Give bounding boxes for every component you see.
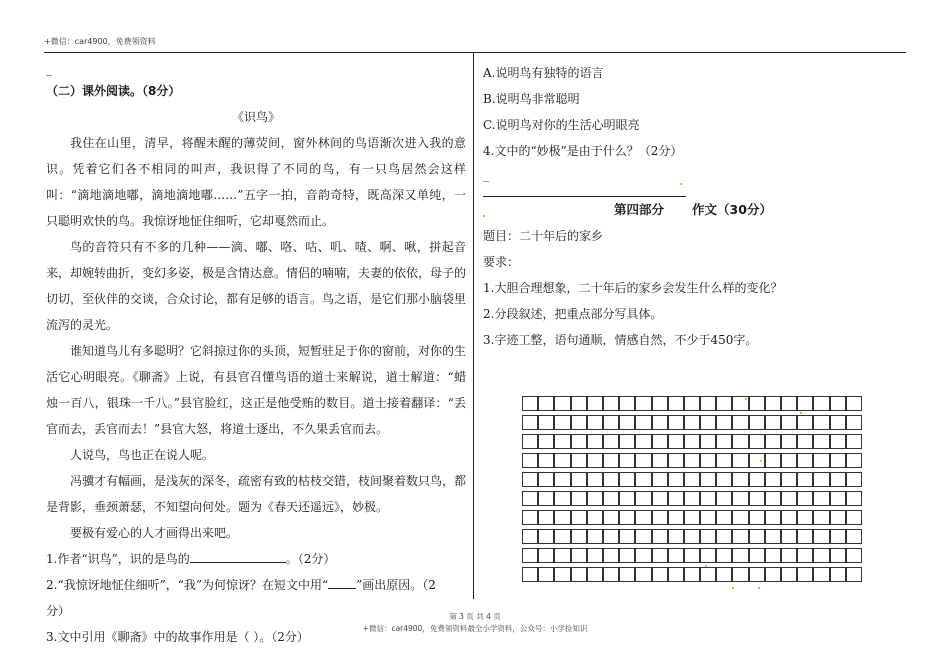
requirement-2: 2.分段叙述，把重点部分写具体。: [483, 307, 663, 321]
page-number: 第 3 页 共 4 页: [449, 612, 501, 621]
grid-cell[interactable]: [652, 434, 668, 449]
grid-cell[interactable]: [619, 548, 635, 563]
grid-cell[interactable]: [732, 567, 748, 582]
grid-cell[interactable]: [619, 472, 635, 487]
question-2-line-mark: [328, 574, 356, 589]
grid-cell[interactable]: [635, 491, 651, 506]
grid-cell[interactable]: [668, 548, 684, 563]
grid-cell[interactable]: [603, 396, 619, 411]
grid-cell[interactable]: [846, 415, 862, 430]
grid-cell[interactable]: [749, 510, 765, 525]
grid-cell[interactable]: [813, 491, 829, 506]
grid-cell[interactable]: [652, 472, 668, 487]
scan-speck: [483, 215, 485, 217]
grid-cell[interactable]: [797, 453, 813, 468]
grid-cell[interactable]: [749, 548, 765, 563]
grid-cell[interactable]: [765, 415, 781, 430]
grid-cell[interactable]: [619, 567, 635, 582]
grid-cell[interactable]: [571, 548, 587, 563]
grid-cell[interactable]: [684, 567, 700, 582]
grid-cell[interactable]: [538, 510, 554, 525]
grid-cell[interactable]: [571, 472, 587, 487]
grid-cell[interactable]: [538, 529, 554, 544]
grid-cell[interactable]: [846, 548, 862, 563]
grid-cell[interactable]: [846, 453, 862, 468]
grid-cell[interactable]: [797, 472, 813, 487]
grid-cell[interactable]: [684, 434, 700, 449]
grid-cell[interactable]: [571, 567, 587, 582]
grid-cell[interactable]: [781, 510, 797, 525]
grid-cell[interactable]: [587, 491, 603, 506]
grid-cell[interactable]: [716, 510, 732, 525]
scan-speck: [732, 587, 734, 589]
grid-cell[interactable]: [652, 567, 668, 582]
grid-cell[interactable]: [781, 453, 797, 468]
grid-cell[interactable]: [830, 415, 846, 430]
grid-cell[interactable]: [765, 434, 781, 449]
grid-cell[interactable]: [797, 548, 813, 563]
writing-grid[interactable]: [522, 396, 862, 582]
question-2-continued: 分）: [46, 604, 71, 618]
grid-cell[interactable]: [554, 396, 570, 411]
grid-cell[interactable]: [652, 548, 668, 563]
grid-cell[interactable]: [522, 472, 538, 487]
grid-cell[interactable]: [797, 567, 813, 582]
grid-cell[interactable]: [813, 529, 829, 544]
grid-cell[interactable]: [749, 529, 765, 544]
grid-cell[interactable]: [587, 510, 603, 525]
grid-cell[interactable]: [603, 510, 619, 525]
grid-cell[interactable]: [749, 434, 765, 449]
grid-cell[interactable]: [522, 491, 538, 506]
grid-cell[interactable]: [684, 529, 700, 544]
option-a: A.说明鸟有独特的语言: [483, 66, 604, 80]
grid-cell[interactable]: [700, 434, 716, 449]
grid-cell[interactable]: [635, 472, 651, 487]
grid-cell[interactable]: [522, 548, 538, 563]
grid-cell[interactable]: [732, 491, 748, 506]
grid-cell[interactable]: [813, 434, 829, 449]
grid-cell[interactable]: [716, 491, 732, 506]
grid-cell[interactable]: [571, 434, 587, 449]
grid-cell[interactable]: [571, 453, 587, 468]
grid-cell[interactable]: [749, 472, 765, 487]
grid-cell[interactable]: [684, 548, 700, 563]
grid-cell[interactable]: [797, 529, 813, 544]
grid-cell[interactable]: [700, 548, 716, 563]
grid-cell[interactable]: [765, 567, 781, 582]
grid-cell[interactable]: [781, 396, 797, 411]
grid-cell[interactable]: [571, 396, 587, 411]
grid-cell[interactable]: [538, 491, 554, 506]
requirement-1: 1.大胆合理想象，二十年后的家乡会发生什么样的变化？: [483, 281, 783, 295]
grid-cell[interactable]: [797, 396, 813, 411]
column-divider: [473, 53, 474, 599]
grid-cell[interactable]: [813, 510, 829, 525]
grid-cell[interactable]: [554, 529, 570, 544]
grid-cell[interactable]: [603, 472, 619, 487]
grid-cell[interactable]: [668, 510, 684, 525]
grid-cell[interactable]: [652, 529, 668, 544]
grid-cell[interactable]: [716, 396, 732, 411]
grid-cell[interactable]: [668, 529, 684, 544]
grid-cell[interactable]: [781, 491, 797, 506]
grid-cell[interactable]: [587, 472, 603, 487]
grid-cell[interactable]: [684, 510, 700, 525]
section-title: （二）课外阅读。（8分）: [46, 84, 181, 98]
grid-cell[interactable]: [765, 510, 781, 525]
grid-cell[interactable]: [781, 434, 797, 449]
grid-cell[interactable]: [830, 529, 846, 544]
grid-cell[interactable]: [635, 567, 651, 582]
grid-cell[interactable]: [571, 415, 587, 430]
grid-cell[interactable]: [587, 567, 603, 582]
grid-cell[interactable]: [716, 453, 732, 468]
part-four-title: [483, 197, 903, 223]
grid-cell[interactable]: [587, 453, 603, 468]
grid-cell[interactable]: [797, 434, 813, 449]
grid-cell[interactable]: [652, 396, 668, 411]
grid-cell[interactable]: [554, 472, 570, 487]
scan-speck: [680, 183, 682, 185]
grid-cell[interactable]: [619, 434, 635, 449]
grid-cell[interactable]: [668, 434, 684, 449]
grid-cell[interactable]: [830, 396, 846, 411]
grid-cell[interactable]: [587, 396, 603, 411]
requirements-label: 要求：: [483, 255, 520, 269]
grid-cell[interactable]: [635, 529, 651, 544]
grid-cell[interactable]: [813, 548, 829, 563]
grid-cell[interactable]: [797, 510, 813, 525]
grid-cell[interactable]: [603, 491, 619, 506]
grid-cell[interactable]: [684, 396, 700, 411]
grid-cell[interactable]: [700, 415, 716, 430]
grid-cell[interactable]: [522, 510, 538, 525]
grid-cell[interactable]: [813, 567, 829, 582]
scan-speck: [800, 412, 802, 414]
grid-cell[interactable]: [603, 567, 619, 582]
question-1-answer-blank[interactable]: [190, 548, 286, 563]
grid-cell[interactable]: [732, 434, 748, 449]
grid-cell[interactable]: [554, 434, 570, 449]
grid-cell[interactable]: [635, 434, 651, 449]
grid-cell[interactable]: [538, 567, 554, 582]
right-dash: _: [483, 168, 489, 182]
grid-cell[interactable]: [571, 510, 587, 525]
grid-cell[interactable]: [846, 529, 862, 544]
question-4: 4.文中的“妙极”是由于什么？（2分）: [483, 144, 683, 158]
grid-cell[interactable]: [781, 529, 797, 544]
question-3: 3.文中引用《聊斋》中的故事作用是（ ）。（2分）: [46, 630, 309, 644]
grid-cell[interactable]: [554, 548, 570, 563]
grid-cell[interactable]: [603, 434, 619, 449]
grid-cell[interactable]: [732, 415, 748, 430]
grid-cell[interactable]: [571, 491, 587, 506]
question-1-suffix: 。（2分）: [285, 552, 336, 566]
grid-cell[interactable]: [700, 567, 716, 582]
option-b: B.说明鸟非常聪明: [483, 92, 580, 106]
grid-cell[interactable]: [522, 415, 538, 430]
header-note: +微信：car4900，免费领资料: [44, 37, 156, 46]
grid-cell[interactable]: [522, 453, 538, 468]
article-paragraph-2: 鸟的音符只有不多的几种——滴、嘟、咯、咕、叽、喳、啊、啾，拼起音来，却婉转曲折，变幻多姿，极是含情达意。情侣的喃喃，夫妻的依依，母子的切切，至伙伴的交谈，合众讨论，都有足够的语言。鸟之语，是它们那小脑袋里流泻的灵光。: [46, 240, 467, 332]
grid-cell[interactable]: [684, 472, 700, 487]
grid-cell[interactable]: [554, 510, 570, 525]
grid-cell[interactable]: [749, 415, 765, 430]
grid-cell[interactable]: [797, 491, 813, 506]
question-1-prefix: 1.作者“识鸟”，识的是鸟的: [46, 552, 190, 566]
grid-cell[interactable]: [716, 567, 732, 582]
grid-cell[interactable]: [700, 453, 716, 468]
grid-cell[interactable]: [668, 415, 684, 430]
grid-cell[interactable]: [603, 415, 619, 430]
article-paragraph-3: 谁知道鸟儿有多聪明？它斜掠过你的头顶，短暂驻足于你的窗前，对你的生活它心明眼亮。《聊斋》上说，有县官召懂鸟语的道士来解说，道士解道：“蜡烛一百八，银珠一千八。”县官脸红，这正是他受贿的数目。道士接着翻译：“丢官而去，丢官而去！”县官大怒，将道士逐出，不久果丢官而去。: [46, 344, 467, 436]
grid-cell[interactable]: [732, 510, 748, 525]
grid-cell[interactable]: [765, 529, 781, 544]
grid-cell[interactable]: [765, 491, 781, 506]
grid-cell[interactable]: [781, 472, 797, 487]
grid-cell[interactable]: [732, 548, 748, 563]
grid-cell[interactable]: [765, 396, 781, 411]
scan-speck: [760, 460, 762, 462]
grid-cell[interactable]: [781, 567, 797, 582]
grid-cell[interactable]: [668, 472, 684, 487]
grid-cell[interactable]: [603, 548, 619, 563]
grid-cell[interactable]: [846, 396, 862, 411]
grid-cell[interactable]: [765, 472, 781, 487]
footer-note: +微信：car4900，免费领资料最全小学资料，公众号：小学捡知识: [362, 624, 588, 633]
grid-cell[interactable]: [830, 510, 846, 525]
grid-cell[interactable]: [749, 396, 765, 411]
part-four-name: 作文（30分）: [692, 202, 772, 217]
essay-topic: 题目：二十年后的家乡: [483, 229, 604, 243]
scan-speck: [705, 565, 707, 567]
grid-cell[interactable]: [652, 510, 668, 525]
grid-cell[interactable]: [554, 567, 570, 582]
grid-cell[interactable]: [668, 567, 684, 582]
grid-cell[interactable]: [635, 396, 651, 411]
grid-cell[interactable]: [538, 453, 554, 468]
grid-cell[interactable]: [700, 529, 716, 544]
article-paragraph-1: 我住在山里，清早，将醒未醒的薄荧间，窗外林间的鸟语渐次进入我的意识。凭着它们各不相同的叫声，我识得了不同的鸟，有一只鸟居然会这样叫：“滴地滴地嘟，滴地滴地嘟……”五字一拍，音韵奇特，既高深又单纯，一只聪明欢快的鸟。我惊讶地怔住细听，它却戛然而止。: [46, 136, 466, 228]
option-c: C.说明鸟对你的生活心明眼亮: [483, 118, 640, 132]
grid-cell[interactable]: [716, 548, 732, 563]
grid-cell[interactable]: [587, 434, 603, 449]
grid-cell[interactable]: [732, 453, 748, 468]
grid-cell[interactable]: [813, 396, 829, 411]
grid-cell[interactable]: [587, 529, 603, 544]
grid-cell[interactable]: [554, 453, 570, 468]
grid-cell[interactable]: [830, 434, 846, 449]
grid-cell[interactable]: [732, 472, 748, 487]
grid-cell[interactable]: [846, 434, 862, 449]
grid-cell[interactable]: [635, 453, 651, 468]
grid-cell[interactable]: [522, 396, 538, 411]
grid-cell[interactable]: [830, 548, 846, 563]
grid-cell[interactable]: [684, 453, 700, 468]
grid-cell[interactable]: [619, 510, 635, 525]
question-1: [46, 546, 466, 572]
article-title: 《识鸟》: [231, 110, 280, 124]
grid-cell[interactable]: [619, 453, 635, 468]
grid-cell[interactable]: [619, 415, 635, 430]
grid-cell[interactable]: [619, 396, 635, 411]
grid-cell[interactable]: [619, 491, 635, 506]
scan-speck: [745, 398, 747, 400]
grid-cell[interactable]: [635, 548, 651, 563]
question-4-answer-line[interactable]: [483, 186, 686, 197]
grid-cell[interactable]: [797, 415, 813, 430]
grid-cell[interactable]: [781, 548, 797, 563]
left-dash: _: [46, 62, 52, 76]
grid-cell[interactable]: [619, 529, 635, 544]
grid-cell[interactable]: [522, 434, 538, 449]
grid-cell[interactable]: [716, 415, 732, 430]
grid-cell[interactable]: [846, 472, 862, 487]
grid-cell[interactable]: [765, 453, 781, 468]
question-2: [46, 572, 466, 598]
grid-cell[interactable]: [652, 453, 668, 468]
grid-cell[interactable]: [846, 491, 862, 506]
question-2-prefix: 2.“我惊讶地怔住细听”，“我”为何惊讶？在短文中用“: [46, 578, 329, 592]
grid-cell[interactable]: [700, 472, 716, 487]
grid-cell[interactable]: [538, 548, 554, 563]
grid-cell[interactable]: [749, 567, 765, 582]
grid-cell[interactable]: [538, 396, 554, 411]
requirement-3: 3.字迹工整，语句通顺，情感自然，不少于450字。: [483, 333, 758, 347]
grid-cell[interactable]: [700, 510, 716, 525]
grid-cell[interactable]: [652, 491, 668, 506]
grid-cell[interactable]: [684, 415, 700, 430]
grid-cell[interactable]: [716, 472, 732, 487]
grid-cell[interactable]: [846, 567, 862, 582]
grid-cell[interactable]: [652, 415, 668, 430]
grid-cell[interactable]: [732, 529, 748, 544]
part-four-label: 第四部分: [614, 202, 665, 217]
grid-cell[interactable]: [830, 453, 846, 468]
grid-cell[interactable]: [700, 491, 716, 506]
grid-cell[interactable]: [668, 396, 684, 411]
grid-cell[interactable]: [846, 510, 862, 525]
grid-cell[interactable]: [813, 472, 829, 487]
grid-cell[interactable]: [635, 415, 651, 430]
grid-cell[interactable]: [749, 491, 765, 506]
right-column: [483, 60, 903, 353]
grid-cell[interactable]: [603, 453, 619, 468]
article-paragraph-4: 人说鸟，鸟也正在说人呢。: [70, 448, 215, 462]
grid-cell[interactable]: [603, 529, 619, 544]
grid-cell[interactable]: [538, 472, 554, 487]
grid-cell[interactable]: [554, 491, 570, 506]
grid-cell[interactable]: [571, 529, 587, 544]
left-column: [46, 60, 466, 650]
grid-cell[interactable]: [587, 415, 603, 430]
grid-cell[interactable]: [716, 529, 732, 544]
grid-cell[interactable]: [554, 415, 570, 430]
grid-cell[interactable]: [749, 453, 765, 468]
grid-cell[interactable]: [522, 529, 538, 544]
grid-cell[interactable]: [668, 491, 684, 506]
scan-speck: [758, 587, 760, 589]
grid-cell[interactable]: [635, 510, 651, 525]
grid-cell[interactable]: [538, 415, 554, 430]
grid-cell[interactable]: [830, 472, 846, 487]
grid-cell[interactable]: [765, 548, 781, 563]
grid-cell[interactable]: [700, 396, 716, 411]
article-paragraph-6: 要极有爱心的人才画得出来吧。: [70, 526, 239, 540]
grid-cell[interactable]: [830, 491, 846, 506]
grid-cell[interactable]: [813, 453, 829, 468]
grid-cell[interactable]: [668, 453, 684, 468]
question-2-suffix: ”画出原因。（2: [356, 578, 436, 592]
grid-cell[interactable]: [538, 434, 554, 449]
grid-cell[interactable]: [813, 415, 829, 430]
grid-cell[interactable]: [781, 415, 797, 430]
header-rule: [44, 52, 906, 53]
grid-cell[interactable]: [716, 434, 732, 449]
writing-grid-cells[interactable]: [522, 396, 862, 582]
grid-cell[interactable]: [830, 567, 846, 582]
grid-cell[interactable]: [522, 567, 538, 582]
grid-cell[interactable]: [684, 491, 700, 506]
grid-cell[interactable]: [587, 548, 603, 563]
article-paragraph-5: 冯骥才有幅画，是浅灰的深冬，疏密有致的枯枝交错，枝间聚着数只鸟，都是背影，垂颈萧瑟，不知望向何处。题为《春天还遥远》，妙极。: [46, 474, 467, 514]
